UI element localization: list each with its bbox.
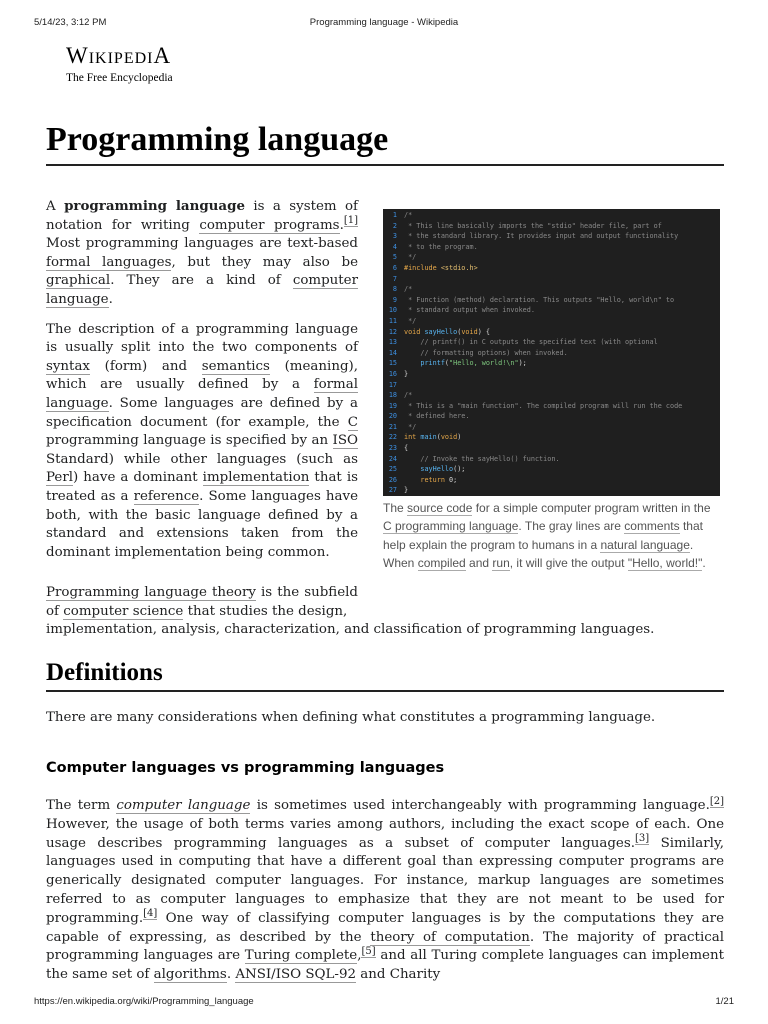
code-token: /* — [404, 391, 413, 400]
line-number: 9 — [392, 295, 397, 304]
code-line — [383, 475, 720, 486]
code-line — [383, 485, 720, 496]
line-number: 1 — [392, 211, 397, 219]
code-token: /* — [404, 211, 413, 219]
code-line — [383, 305, 720, 316]
text: , but they may also be — [171, 254, 359, 270]
link-computer-language[interactable]: computer language — [46, 273, 358, 307]
code-token: * This is a "main function". The compiled program will run the code — [404, 401, 683, 410]
line-number: 8 — [392, 285, 397, 294]
code-line — [383, 221, 720, 232]
line-number: 2 — [392, 221, 397, 230]
link-turing-complete[interactable]: Turing complete — [244, 948, 358, 964]
lead-paragraph-2 — [46, 321, 358, 563]
text: One way of classifying computer languages is by the computations they are capable of expressing, as described by the — [46, 910, 724, 945]
link-graphical[interactable]: graphical — [46, 273, 111, 289]
code-line — [383, 231, 720, 242]
link-perl[interactable]: Perl — [46, 470, 74, 486]
code-token: ( — [436, 433, 441, 442]
citation-2[interactable] — [710, 796, 724, 808]
text: that studies the design, — [183, 603, 348, 619]
print-page-count: 1/21 — [715, 996, 734, 1007]
text: However, the usage of both terms varies among authors, including the exact scope of each. One usage describes programming languages as a subset of computer languages. — [46, 816, 724, 851]
wikipedia-logo[interactable] — [66, 44, 206, 85]
code-line — [383, 242, 720, 253]
code-token: * This line basically imports the "stdio" header file, part of — [404, 221, 662, 230]
line-number: 14 — [388, 348, 397, 357]
text: that is treated as a — [46, 470, 358, 504]
link-sql-92[interactable]: ANSI/ISO SQL-92 — [235, 967, 356, 983]
line-number: 22 — [388, 433, 397, 442]
line-number: 16 — [388, 369, 397, 378]
code-line — [383, 464, 720, 475]
print-url: https://en.wikipedia.org/wiki/Programming_language — [34, 996, 254, 1007]
definitions-intro: There are many considerations when defining what constitutes a programming language. — [46, 710, 656, 725]
code-line — [383, 284, 720, 295]
print-datetime: 5/14/23, 3:12 PM — [34, 17, 107, 28]
wikipedia-tagline: The Free Encyclopedia — [66, 72, 173, 84]
code-token: * the standard library. It provides input and output functionality — [404, 232, 679, 241]
code-token: printf — [404, 359, 445, 368]
wikipedia-wordmark — [66, 44, 206, 71]
code-token: /* — [404, 285, 413, 294]
code-token: void — [404, 327, 425, 336]
print-page-title: Programming language - Wikipedia — [309, 17, 459, 28]
code-token: */ — [404, 316, 417, 325]
code-token: (); — [453, 465, 466, 474]
code-line — [383, 358, 720, 369]
citation-5[interactable] — [361, 946, 375, 958]
paragraph-continuation: implementation, analysis, characterization, and classification of programming languages. — [46, 622, 655, 638]
code-line — [383, 348, 720, 359]
code-line — [383, 263, 720, 274]
text: (form) and — [89, 358, 202, 374]
link-natural-language[interactable]: natural language — [600, 537, 690, 552]
line-number: 19 — [388, 401, 397, 410]
paragraph-wrap — [46, 584, 358, 621]
link-hello-world[interactable]: "Hello, world!" — [627, 555, 703, 570]
code-line — [383, 369, 720, 380]
code-token: * to the program. — [404, 242, 478, 251]
code-token: <stdio.h> — [440, 263, 478, 272]
line-number: 4 — [392, 242, 397, 251]
code-line — [383, 454, 720, 465]
text: The term — [46, 798, 117, 813]
code-token: // Invoke the sayHello() function. — [404, 454, 560, 463]
print-header — [34, 17, 734, 31]
page-title: Programming language — [46, 118, 724, 166]
wordmark-smallcaps: IKIPEDI — [88, 50, 154, 67]
text: Similarly, languages used in computing that have a different goal than expressing computer programs are generically designated computer languages. For instance, markup languages are sometimes referred to as computer languages to emphasize that they are not meant to be used for programming. — [46, 835, 725, 926]
line-number: 26 — [388, 475, 397, 484]
text: , — [357, 948, 362, 964]
code-token: * Function (method) declaration. This outputs "Hello, world\n" to — [404, 295, 675, 304]
link-computer-programs[interactable]: computer programs — [199, 217, 340, 233]
link-run[interactable]: run — [492, 555, 510, 570]
code-line — [383, 210, 720, 221]
code-token: */ — [404, 422, 417, 431]
citation-link[interactable]: [2] — [709, 795, 724, 807]
line-number: 23 — [388, 444, 397, 453]
line-number: 13 — [388, 338, 397, 347]
code-line — [383, 295, 720, 306]
text: , it will give the output — [509, 555, 628, 570]
citation-3[interactable] — [635, 833, 649, 845]
text: The — [383, 501, 408, 515]
code-line — [383, 380, 720, 391]
lead-section — [46, 197, 358, 573]
link-formal-language[interactable]: formal language — [46, 377, 358, 411]
line-number: 25 — [388, 465, 397, 474]
code-token: { — [404, 444, 409, 453]
line-number: 20 — [388, 412, 397, 421]
text: Standard) while other languages (such as — [46, 451, 358, 467]
line-number: 24 — [388, 454, 397, 463]
code-token: // printf() in C outputs the specified text (with optional — [404, 338, 658, 347]
text: . Some languages have both, with the basic language defined by a standard and extensions taken from the dominant implementation being common. — [46, 488, 358, 560]
citation-link[interactable]: [3] — [634, 833, 650, 845]
text: and Charity — [356, 967, 441, 983]
link-reference[interactable]: reference — [133, 488, 200, 504]
code-line — [383, 390, 720, 401]
code-line — [383, 411, 720, 422]
link-syntax[interactable]: syntax — [46, 358, 90, 374]
text: . The majority of practical programming languages are — [46, 929, 724, 964]
code-line — [383, 337, 720, 348]
text: is sometimes used interchangeably with programming language. — [250, 798, 710, 813]
line-number: 6 — [392, 263, 397, 272]
line-number: 15 — [388, 359, 397, 368]
link-implementation[interactable]: implementation — [202, 470, 310, 486]
code-token: * defined here. — [404, 412, 470, 421]
code-token: ) { — [477, 327, 490, 336]
code-token: #include — [404, 263, 441, 272]
text: (meaning), which are usually defined by a — [46, 358, 358, 393]
code-token: } — [404, 486, 409, 495]
text: . — [339, 217, 344, 233]
code-line — [383, 432, 720, 443]
code-token: sayHello — [404, 465, 454, 474]
line-number: 7 — [392, 274, 397, 283]
definitions-paragraph — [46, 797, 724, 985]
link-algorithms[interactable]: algorithms — [153, 967, 227, 983]
lead-paragraph-3 — [46, 584, 726, 640]
link-formal-languages[interactable]: formal languages — [46, 254, 172, 270]
line-number: 27 — [388, 486, 397, 495]
text: is the subfield of — [46, 585, 358, 619]
link-theory-of-computation[interactable]: theory of computation — [370, 929, 530, 945]
line-number: 21 — [388, 422, 397, 431]
code-token: int — [404, 433, 421, 442]
citation-link[interactable]: [4] — [143, 908, 158, 920]
link-source-code[interactable]: source code — [407, 501, 473, 515]
text: . The gray lines are — [518, 519, 625, 534]
link-computer-language-term[interactable]: computer language — [116, 798, 251, 813]
citation-link[interactable]: [5] — [361, 945, 376, 957]
code-figure — [383, 209, 720, 572]
code-line — [383, 422, 720, 433]
text: . They are a kind of — [110, 273, 293, 289]
text: programming language is specified by an — [46, 433, 333, 449]
text: The description of a programming language is usually split into the two components of — [46, 321, 358, 356]
code-token: sayHello — [424, 327, 458, 336]
code-line — [383, 274, 720, 285]
text: Most programming languages are text-based — [46, 236, 358, 252]
code-line — [383, 316, 720, 327]
code-token: void — [461, 327, 478, 336]
code-line — [383, 327, 720, 338]
citation-4[interactable] — [143, 908, 157, 920]
wordmark-initial: W — [66, 43, 89, 68]
line-number: 17 — [388, 380, 397, 389]
code-line — [383, 401, 720, 412]
bold-term: programming language — [64, 198, 245, 214]
code-line — [383, 252, 720, 263]
link-comments[interactable]: comments — [624, 519, 680, 534]
text: . — [702, 555, 706, 570]
section-heading-definitions: Definitions — [46, 656, 724, 692]
link-compiled[interactable]: compiled — [417, 555, 466, 570]
line-number: 18 — [388, 391, 397, 400]
line-number: 3 — [392, 232, 397, 241]
text: . — [108, 291, 113, 307]
link-c-programming-language[interactable]: C programming language — [383, 519, 519, 534]
text: A — [46, 199, 65, 214]
text: that help explain the program to humans in a — [383, 519, 703, 552]
text: and — [465, 555, 493, 570]
text: for a simple computer program written in the — [472, 501, 711, 515]
text: ) have a dominant — [73, 470, 203, 486]
subsection-heading: Computer languages vs programming languages — [46, 760, 445, 776]
link-computer-science[interactable]: computer science — [63, 603, 184, 619]
code-token: 0; — [449, 475, 458, 484]
source-code-image[interactable] — [383, 209, 720, 496]
link-iso[interactable]: ISO — [332, 433, 358, 449]
line-number: 12 — [388, 327, 397, 336]
link-c[interactable]: C — [347, 414, 358, 430]
text: is a system of notation for writing — [46, 199, 358, 233]
wordmark-final: A — [153, 43, 172, 68]
link-programming-language-theory[interactable]: Programming language theory — [46, 585, 256, 600]
code-token: void — [440, 433, 458, 442]
code-token: ( — [444, 359, 450, 368]
code-token: // formatting options) when invoked. — [404, 348, 568, 357]
code-token: ); — [518, 359, 527, 368]
code-token: main — [420, 433, 437, 442]
code-token: * standard output when invoked. — [404, 306, 535, 315]
code-token: ) — [457, 433, 462, 442]
text: . — [226, 967, 236, 983]
line-number: 10 — [388, 306, 397, 315]
line-number: 5 — [392, 253, 397, 262]
citation-link[interactable]: [1] — [343, 215, 358, 227]
code-token: "Hello, world!\n" — [449, 359, 519, 368]
code-token: ( — [457, 327, 462, 336]
text: . Some languages are defined by a specification document (for example, the — [46, 395, 358, 430]
code-token: } — [404, 369, 409, 378]
code-token: return — [404, 475, 450, 484]
figure-caption — [383, 499, 720, 572]
code-token: */ — [404, 253, 417, 262]
text: and all Turing complete languages can implement the same set of — [46, 948, 724, 983]
line-number: 11 — [388, 316, 397, 325]
citation-1[interactable] — [344, 215, 358, 227]
code-line — [383, 443, 720, 454]
lead-paragraph-1 — [46, 197, 358, 310]
print-footer — [34, 996, 734, 1010]
link-semantics[interactable]: semantics — [201, 358, 270, 374]
text: . When — [383, 537, 694, 570]
